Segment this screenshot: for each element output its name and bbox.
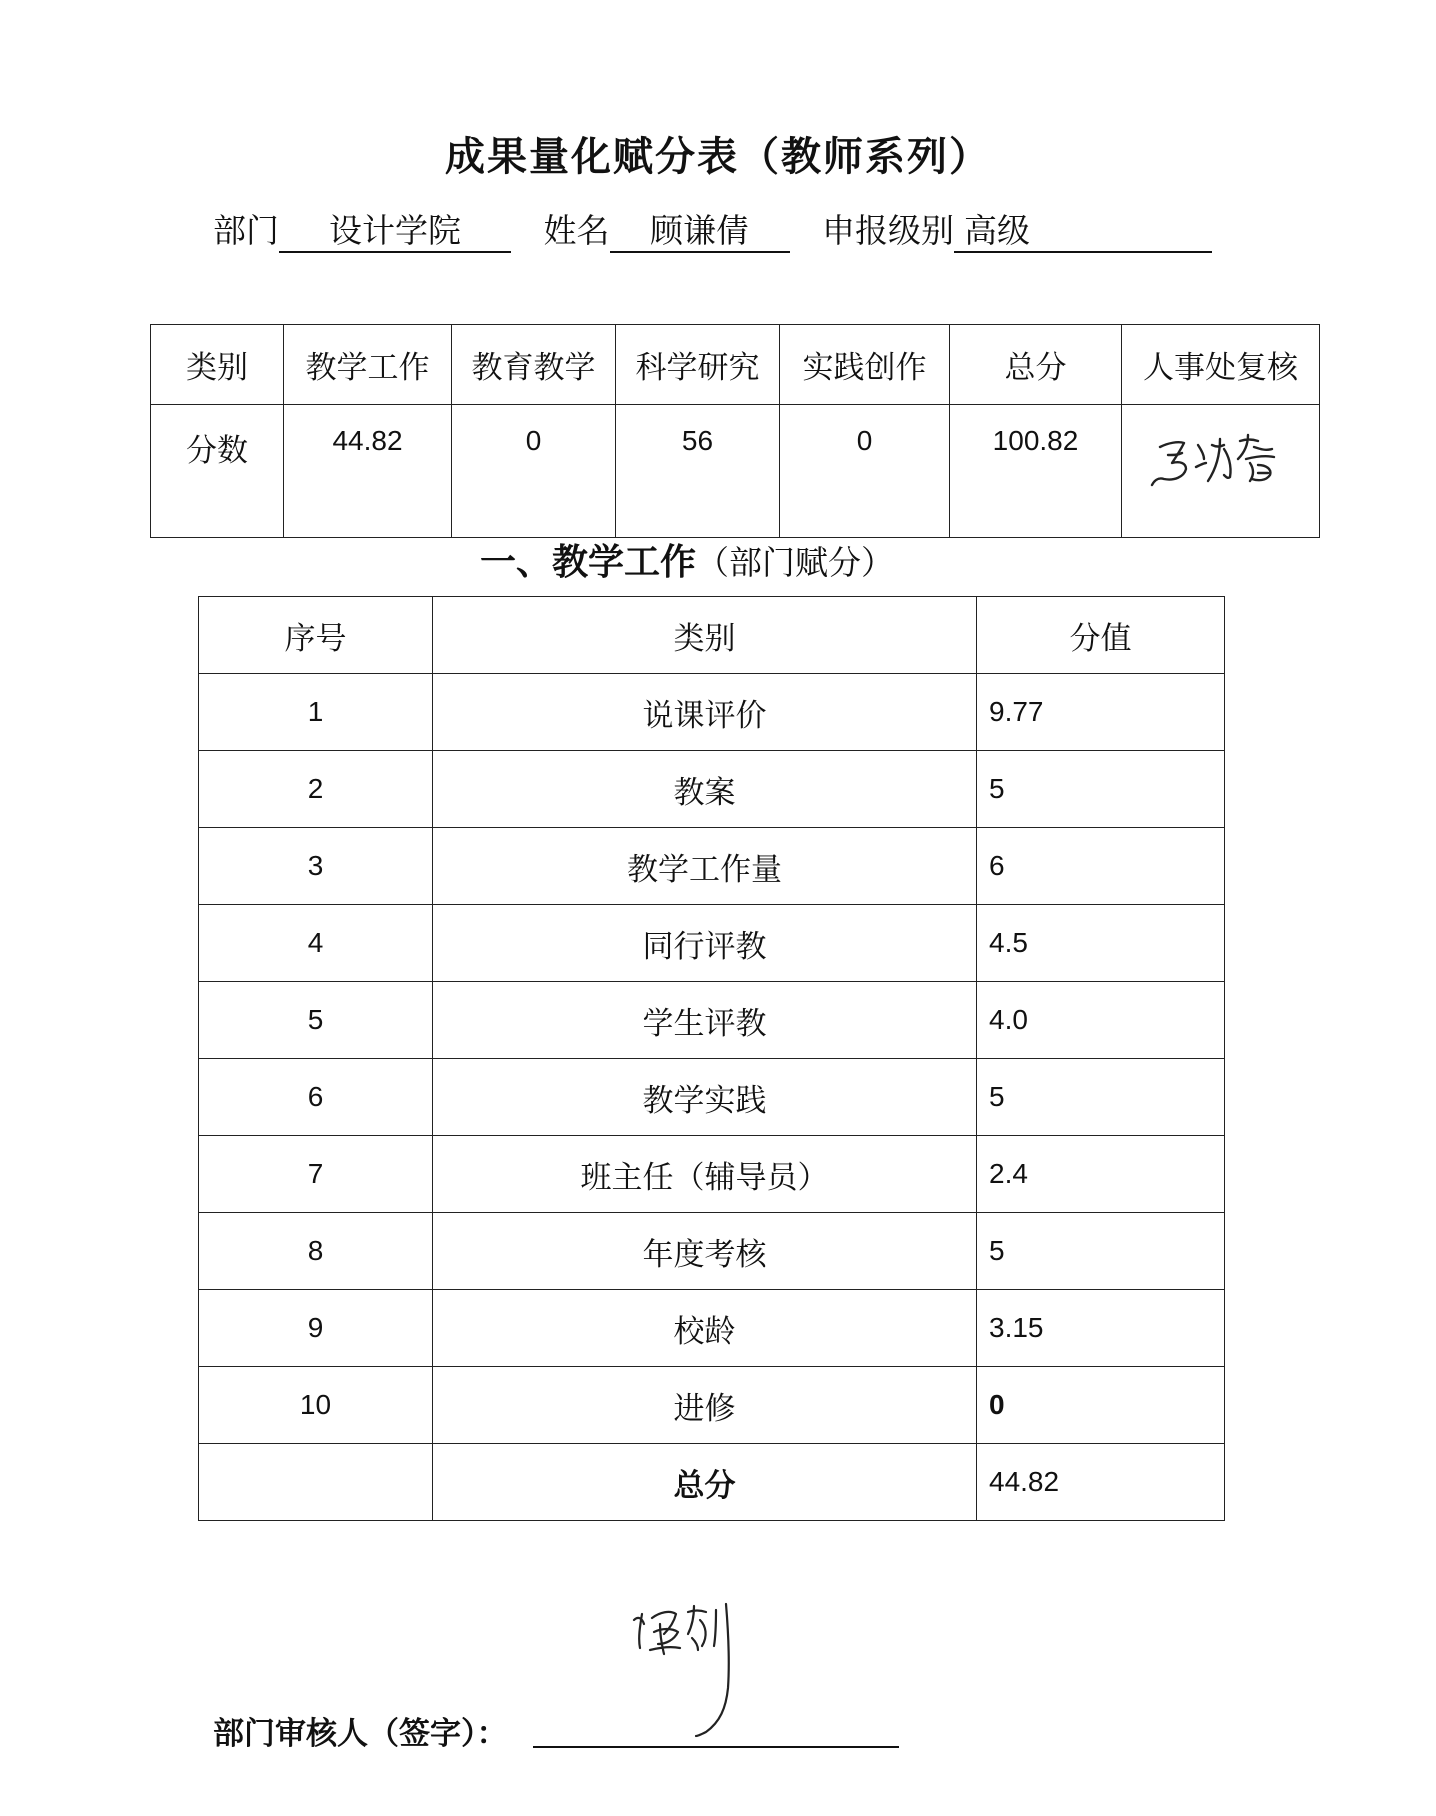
row-category: 同行评教 bbox=[433, 905, 977, 982]
row-number: 6 bbox=[199, 1059, 433, 1136]
summary-table bbox=[150, 324, 1320, 538]
detail-header-cell: 类别 bbox=[433, 597, 977, 674]
row-score: 2.4 bbox=[977, 1136, 1225, 1213]
row-score: 5 bbox=[977, 1213, 1225, 1290]
row-score: 6 bbox=[977, 828, 1225, 905]
total-value: 44.82 bbox=[977, 1444, 1225, 1521]
row-category: 进修 bbox=[433, 1367, 977, 1444]
summary-header-cell: 实践创作 bbox=[780, 325, 950, 405]
row-number: 1 bbox=[199, 674, 433, 751]
row-number: 2 bbox=[199, 751, 433, 828]
row-number: 9 bbox=[199, 1290, 433, 1367]
name-label: 姓名 bbox=[543, 211, 610, 250]
reviewer-label: 部门审核人（签字）： bbox=[213, 1716, 508, 1752]
dept-label: 部门 bbox=[213, 211, 279, 250]
row-category: 学生评教 bbox=[433, 982, 977, 1059]
name-value: 顾谦倩 bbox=[610, 211, 790, 253]
level-value: 高级 bbox=[954, 211, 1212, 253]
summary-score-cell: 44.82 bbox=[284, 405, 452, 538]
summary-score-cell: 100.82 bbox=[950, 405, 1122, 538]
applicant-info bbox=[213, 205, 1212, 253]
row-category: 教学工作量 bbox=[433, 828, 977, 905]
row-number: 3 bbox=[199, 828, 433, 905]
table-row bbox=[199, 674, 1225, 751]
summary-header-cell: 总分 bbox=[950, 325, 1122, 405]
detail-header-row bbox=[199, 597, 1225, 674]
hr-review-signature-cell bbox=[1122, 405, 1320, 538]
summary-header-row bbox=[151, 325, 1320, 405]
row-category: 校龄 bbox=[433, 1290, 977, 1367]
row-score: 0 bbox=[977, 1367, 1225, 1444]
row-category: 教案 bbox=[433, 751, 977, 828]
row-number: 8 bbox=[199, 1213, 433, 1290]
section-title bbox=[480, 534, 894, 585]
row-category: 年度考核 bbox=[433, 1213, 977, 1290]
section-title-note: （部门赋分） bbox=[696, 543, 895, 582]
row-score: 4.5 bbox=[977, 905, 1225, 982]
level-label: 申报级别 bbox=[822, 211, 954, 250]
summary-header-cell: 教学工作 bbox=[284, 325, 452, 405]
table-row bbox=[199, 1213, 1225, 1290]
table-row bbox=[199, 1290, 1225, 1367]
table-row bbox=[199, 1059, 1225, 1136]
hr-review-signature bbox=[1150, 425, 1290, 495]
section-title-main: 一、教学工作 bbox=[480, 542, 697, 583]
summary-score-cell: 0 bbox=[780, 405, 950, 538]
row-number: 4 bbox=[199, 905, 433, 982]
dept-value: 设计学院 bbox=[279, 211, 511, 253]
document-title: 成果量化赋分表（教师系列） bbox=[445, 134, 991, 180]
row-category: 班主任（辅导员） bbox=[433, 1136, 977, 1213]
summary-header-cell: 人事处复核 bbox=[1122, 325, 1320, 405]
row-number: 7 bbox=[199, 1136, 433, 1213]
table-row bbox=[199, 828, 1225, 905]
table-row bbox=[199, 751, 1225, 828]
summary-header-cell: 教育教学 bbox=[452, 325, 616, 405]
summary-header-cell: 类别 bbox=[151, 325, 284, 405]
summary-row-label: 分数 bbox=[151, 405, 284, 538]
table-row bbox=[199, 1136, 1225, 1213]
total-label: 总分 bbox=[433, 1444, 977, 1521]
table-row bbox=[199, 982, 1225, 1059]
detail-header-cell: 分值 bbox=[977, 597, 1225, 674]
table-row bbox=[199, 1367, 1225, 1444]
summary-score-cell: 0 bbox=[452, 405, 616, 538]
reviewer-signature bbox=[630, 1598, 750, 1748]
row-category: 教学实践 bbox=[433, 1059, 977, 1136]
row-category: 说课评价 bbox=[433, 674, 977, 751]
row-score: 3.15 bbox=[977, 1290, 1225, 1367]
table-row bbox=[199, 905, 1225, 982]
teaching-work-table bbox=[198, 596, 1225, 1521]
row-score: 5 bbox=[977, 1059, 1225, 1136]
total-empty-cell bbox=[199, 1444, 433, 1521]
row-number: 10 bbox=[199, 1367, 433, 1444]
row-score: 4.0 bbox=[977, 982, 1225, 1059]
row-score: 5 bbox=[977, 751, 1225, 828]
summary-score-cell: 56 bbox=[616, 405, 780, 538]
row-number: 5 bbox=[199, 982, 433, 1059]
detail-header-cell: 序号 bbox=[199, 597, 433, 674]
summary-header-cell: 科学研究 bbox=[616, 325, 780, 405]
total-row bbox=[199, 1444, 1225, 1521]
summary-score-row bbox=[151, 405, 1320, 538]
row-score: 9.77 bbox=[977, 674, 1225, 751]
